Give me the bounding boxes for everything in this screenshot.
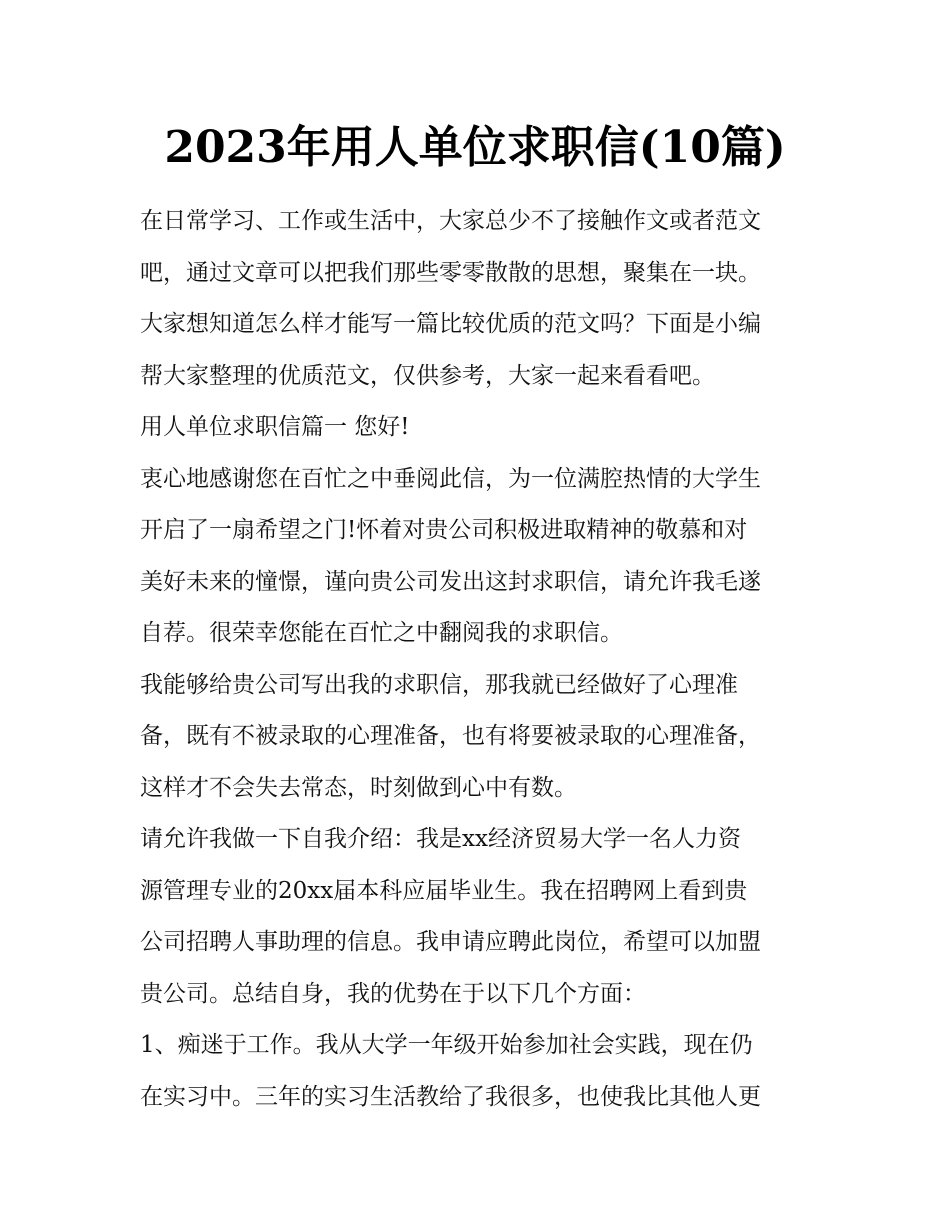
body-line: 1、痴迷于工作。我从大学一年级开始参加社会实践，现在仍 bbox=[140, 1032, 753, 1058]
body-line: 源管理专业的20xx届本科应届毕业生。我在招聘网上看到贵 bbox=[140, 877, 748, 904]
body-line: 开启了一扇希望之门!怀着对贵公司积极进取精神的敬慕和对 bbox=[140, 517, 748, 543]
section-heading-line: 用人单位求职信篇一 您好! bbox=[140, 414, 410, 440]
body-line: 备，既有不被录取的心理准备，也有将要被录取的心理准备， bbox=[140, 723, 761, 749]
document-title: 2023年用人单位求职信(10篇) bbox=[164, 122, 786, 173]
body-line: 自荐。很荣幸您能在百忙之中翻阅我的求职信。 bbox=[140, 620, 623, 646]
body-line: 大家想知道怎么样才能写一篇比较优质的范文吗？下面是小编 bbox=[140, 311, 761, 337]
body-line: 吧，通过文章可以把我们那些零零散散的思想，聚集在一块。 bbox=[140, 259, 761, 286]
body-line: 衷心地感谢您在百忙之中垂阅此信，为一位满腔热情的大学生 bbox=[140, 465, 761, 492]
body-line: 在日常学习、工作或生活中，大家总少不了接触作文或者范文 bbox=[140, 208, 761, 234]
document-body bbox=[140, 196, 820, 1123]
body-line: 贵公司。总结自身，我的优势在于以下几个方面： bbox=[140, 980, 646, 1007]
body-line: 请允许我做一下自我介绍：我是xx经济贸易大学一名人力资 bbox=[140, 826, 741, 852]
body-line: 美好未来的憧憬，谨向贵公司发出这封求职信，请允许我毛遂 bbox=[140, 568, 761, 595]
body-line: 在实习中。三年的实习生活教给了我很多，也使我比其他人更 bbox=[140, 1083, 761, 1110]
body-line: 公司招聘人事助理的信息。我申请应聘此岗位，希望可以加盟 bbox=[140, 929, 761, 955]
body-line: 我能够给贵公司写出我的求职信，那我就已经做好了心理准 bbox=[140, 671, 738, 698]
body-line: 这样才不会失去常态，时刻做到心中有数。 bbox=[140, 774, 577, 801]
body-line: 帮大家整理的优质范文，仅供参考，大家一起来看看吧。 bbox=[140, 362, 715, 389]
